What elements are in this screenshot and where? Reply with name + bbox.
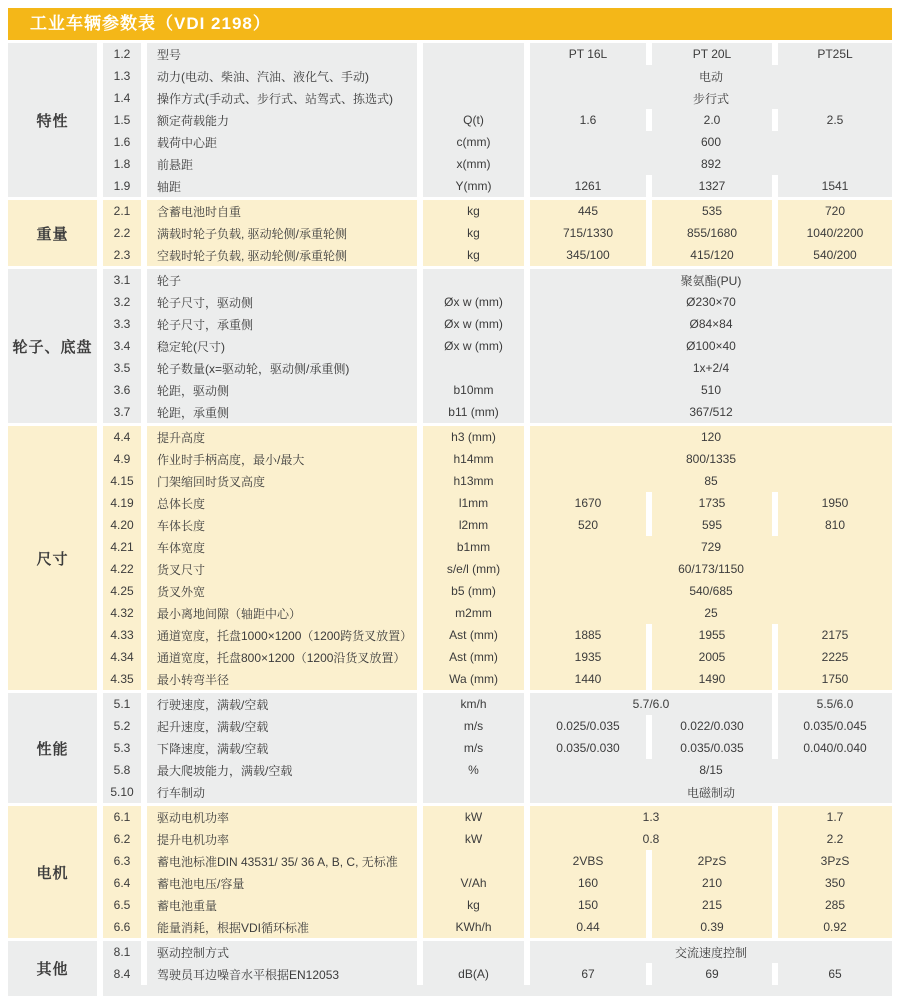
section-label: 电机: [8, 806, 97, 938]
row-description: 最大爬坡能力，满载/空载: [147, 759, 417, 781]
table-row: [8, 109, 892, 131]
row-value: 2175: [778, 624, 892, 646]
row-description: 提升电机功率: [147, 828, 417, 850]
table-row: [8, 963, 892, 985]
table-row: [8, 941, 892, 963]
row-value: 67: [530, 963, 646, 985]
row-unit: kg: [423, 244, 524, 266]
row-description: 作业时手柄高度，最小/最大: [147, 448, 417, 470]
row-unit: h14mm: [423, 448, 524, 470]
row-value: 0.025/0.035: [530, 715, 646, 737]
table-row: [8, 872, 892, 894]
row-value: 2.5: [778, 109, 892, 131]
row-value: 1670: [530, 492, 646, 514]
row-value: 69: [652, 963, 772, 985]
row-value: 2.0: [652, 109, 772, 131]
row-description: 蓄电池重量: [147, 894, 417, 916]
row-description: 满载时轮子负载, 驱动轮侧/承重轮侧: [147, 222, 417, 244]
table-row: [8, 624, 892, 646]
row-number: 6.2: [103, 828, 141, 850]
spec-section: [2, 806, 898, 938]
row-value: 595: [652, 514, 772, 536]
row-number: 1.6: [103, 131, 141, 153]
row-unit: [423, 357, 524, 379]
row-description: 轮子数量(x=驱动轮，驱动侧/承重侧): [147, 357, 417, 379]
row-description: 行驶速度，满载/空载: [147, 693, 417, 715]
row-value: 1950: [778, 492, 892, 514]
row-value: 1261: [530, 175, 646, 197]
row-unit: [423, 65, 524, 87]
row-value: 1327: [652, 175, 772, 197]
row-unit: kg: [423, 200, 524, 222]
row-unit: s/e/l (mm): [423, 558, 524, 580]
row-unit: Ast (mm): [423, 624, 524, 646]
row-unit: [423, 850, 524, 872]
row-description: 蓄电池电压/容量: [147, 872, 417, 894]
table-row: [8, 602, 892, 624]
row-value: 1935: [530, 646, 646, 668]
row-unit: kW: [423, 828, 524, 850]
row-number: 4.9: [103, 448, 141, 470]
spec-section: [2, 43, 898, 197]
row-unit: Q(t): [423, 109, 524, 131]
table-row: [8, 492, 892, 514]
row-value: 600: [530, 131, 892, 153]
row-value: Ø230×70: [530, 291, 892, 313]
row-number: 2.3: [103, 244, 141, 266]
row-value: 285: [778, 894, 892, 916]
row-value: 2.2: [778, 828, 892, 850]
row-value: 0.39: [652, 916, 772, 938]
row-description: 动力(电动、柴油、汽油、液化气、手动): [147, 65, 417, 87]
row-value: 0.022/0.030: [652, 715, 772, 737]
row-value: 520: [530, 514, 646, 536]
row-unit: m/s: [423, 737, 524, 759]
row-description: 最小转弯半径: [147, 668, 417, 690]
row-number: 3.4: [103, 335, 141, 357]
row-value: 0.035/0.030: [530, 737, 646, 759]
row-unit: Y(mm): [423, 175, 524, 197]
row-value: 步行式: [530, 87, 892, 109]
row-description: 驾驶员耳边噪音水平根据EN12053: [147, 963, 417, 985]
spec-section: [2, 269, 898, 423]
row-description: 额定荷载能力: [147, 109, 417, 131]
table-row: [8, 558, 892, 580]
row-value: PT 20L: [652, 43, 772, 65]
table-row: [8, 401, 892, 423]
row-description: 通道宽度，托盘800×1200（1200沿货叉放置）: [147, 646, 417, 668]
table-row: [8, 131, 892, 153]
row-value: 0.035/0.045: [778, 715, 892, 737]
row-value: 160: [530, 872, 646, 894]
row-value: 电磁制动: [530, 781, 892, 803]
row-description: 载荷中心距: [147, 131, 417, 153]
table-row: [8, 759, 892, 781]
row-description: 门架缩回时货叉高度: [147, 470, 417, 492]
section-label: 轮子、底盘: [8, 269, 97, 423]
table-row: [8, 291, 892, 313]
table-row: [8, 715, 892, 737]
row-unit: kg: [423, 894, 524, 916]
table-row: [8, 806, 892, 828]
row-unit: m2mm: [423, 602, 524, 624]
row-number: 4.4: [103, 426, 141, 448]
row-number: 3.5: [103, 357, 141, 379]
row-unit: km/h: [423, 693, 524, 715]
row-unit: [423, 43, 524, 65]
row-number: 1.2: [103, 43, 141, 65]
table-row: [8, 985, 892, 996]
row-number: 4.20: [103, 514, 141, 536]
row-value: 535: [652, 200, 772, 222]
row-value: 120: [530, 426, 892, 448]
row-description: 含蓄电池时自重: [147, 200, 417, 222]
table-row: [8, 379, 892, 401]
row-description: 最小离地间隙（轴距中心）: [147, 602, 417, 624]
row-unit: kW: [423, 806, 524, 828]
row-unit: h13mm: [423, 470, 524, 492]
row-value: 0.040/0.040: [778, 737, 892, 759]
row-value: 聚氨酯(PU): [530, 269, 892, 291]
row-description: 前悬距: [147, 153, 417, 175]
row-number: 4.34: [103, 646, 141, 668]
row-description: 提升高度: [147, 426, 417, 448]
row-unit: V/Ah: [423, 872, 524, 894]
row-description: 车体宽度: [147, 536, 417, 558]
row-number: 3.7: [103, 401, 141, 423]
row-unit: dB(A): [423, 963, 524, 985]
page-title: 工业车辆参数表（VDI 2198）: [8, 8, 892, 40]
row-value: 2225: [778, 646, 892, 668]
row-number: 6.4: [103, 872, 141, 894]
row-unit: kg: [423, 222, 524, 244]
row-number: 4.21: [103, 536, 141, 558]
row-value: 1885: [530, 624, 646, 646]
row-description: 轴距: [147, 175, 417, 197]
row-description: 轮距，承重侧: [147, 401, 417, 423]
row-value: 85: [530, 470, 892, 492]
row-unit: h3 (mm): [423, 426, 524, 448]
row-description: 行车制动: [147, 781, 417, 803]
row-value: Ø84×84: [530, 313, 892, 335]
row-value: 715/1330: [530, 222, 646, 244]
row-unit: Wa (mm): [423, 668, 524, 690]
row-value: 350: [778, 872, 892, 894]
row-value: 5.7/6.0: [530, 693, 772, 715]
row-number: 2.1: [103, 200, 141, 222]
row-description: 空载时轮子负载, 驱动轮侧/承重轮侧: [147, 244, 417, 266]
row-description: 驱动电机功率: [147, 806, 417, 828]
row-value: 1490: [652, 668, 772, 690]
row-description: 轮子尺寸，驱动侧: [147, 291, 417, 313]
row-description: 通道宽度，托盘1000×1200（1200跨货叉放置）: [147, 624, 417, 646]
row-value: 1735: [652, 492, 772, 514]
row-value: 60/173/1150: [530, 558, 892, 580]
row-value: 2005: [652, 646, 772, 668]
row-number: 3.1: [103, 269, 141, 291]
row-unit: Øx w (mm): [423, 291, 524, 313]
table-row: [8, 850, 892, 872]
row-number: 6.6: [103, 916, 141, 938]
row-description: 货叉尺寸: [147, 558, 417, 580]
row-value: 510: [530, 379, 892, 401]
row-value: 215: [652, 894, 772, 916]
row-number: 8.1: [103, 941, 141, 963]
row-unit: b5 (mm): [423, 580, 524, 602]
row-value: PT 16L: [530, 43, 646, 65]
row-value: 1541: [778, 175, 892, 197]
row-unit: [423, 781, 524, 803]
section-label: 重量: [8, 200, 97, 266]
row-value: 855/1680: [652, 222, 772, 244]
section-label: 性能: [8, 693, 97, 803]
table-row: [8, 536, 892, 558]
section-label: 其他: [8, 941, 97, 996]
row-unit: [423, 87, 524, 109]
row-value: 720: [778, 200, 892, 222]
row-description: 操作方式(手动式、步行式、站驾式、拣选式): [147, 87, 417, 109]
row-description: 货叉外宽: [147, 580, 417, 602]
row-unit: Øx w (mm): [423, 313, 524, 335]
row-number: 1.3: [103, 65, 141, 87]
table-row: [8, 244, 892, 266]
row-number: 4.25: [103, 580, 141, 602]
table-row: [8, 781, 892, 803]
row-unit: l1mm: [423, 492, 524, 514]
row-value: 1955: [652, 624, 772, 646]
row-description: 蓄电池标准DIN 43531/ 35/ 36 A, B, C, 无标准: [147, 850, 417, 872]
row-unit: m/s: [423, 715, 524, 737]
row-value: 210: [652, 872, 772, 894]
row-value: 445: [530, 200, 646, 222]
row-number: 4.32: [103, 602, 141, 624]
spec-section: [2, 693, 898, 803]
row-number: 5.2: [103, 715, 141, 737]
row-value: PT25L: [778, 43, 892, 65]
row-unit: [423, 269, 524, 291]
row-number: 6.3: [103, 850, 141, 872]
row-value: 25: [530, 602, 892, 624]
row-value: 1.7: [778, 806, 892, 828]
table-row: [8, 269, 892, 291]
table-row: [8, 894, 892, 916]
row-number: 2.2: [103, 222, 141, 244]
row-description: 总体长度: [147, 492, 417, 514]
section-label: 尺寸: [8, 426, 97, 690]
row-value: 1040/2200: [778, 222, 892, 244]
row-value: 5.5/6.0: [778, 693, 892, 715]
row-description: 车体长度: [147, 514, 417, 536]
row-unit: b11 (mm): [423, 401, 524, 423]
row-number: 4.35: [103, 668, 141, 690]
row-description: 轮子: [147, 269, 417, 291]
row-value: 540/685: [530, 580, 892, 602]
row-number: 6.5: [103, 894, 141, 916]
row-value: 0.8: [530, 828, 772, 850]
row-value: 540/200: [778, 244, 892, 266]
row-number: 1.8: [103, 153, 141, 175]
row-value: 8/15: [530, 759, 892, 781]
section-padding: [103, 985, 892, 996]
row-value: 0.92: [778, 916, 892, 938]
row-number: 3.6: [103, 379, 141, 401]
row-description: 稳定轮(尺寸): [147, 335, 417, 357]
row-description: 轮距，驱动侧: [147, 379, 417, 401]
row-number: 5.3: [103, 737, 141, 759]
table-row: [8, 65, 892, 87]
row-number: 1.4: [103, 87, 141, 109]
row-value: 2VBS: [530, 850, 646, 872]
spec-section: [2, 200, 898, 266]
table-row: [8, 335, 892, 357]
row-unit: b10mm: [423, 379, 524, 401]
row-unit: KWh/h: [423, 916, 524, 938]
row-description: 起升速度，满载/空载: [147, 715, 417, 737]
row-number: 3.2: [103, 291, 141, 313]
row-value: Ø100×40: [530, 335, 892, 357]
row-unit: b1mm: [423, 536, 524, 558]
row-number: 4.15: [103, 470, 141, 492]
table-row: [8, 668, 892, 690]
row-number: 1.9: [103, 175, 141, 197]
row-unit: Ast (mm): [423, 646, 524, 668]
table-row: [8, 175, 892, 197]
row-number: 8.4: [103, 963, 141, 985]
table-row: [8, 222, 892, 244]
row-number: 5.1: [103, 693, 141, 715]
spec-table: [8, 43, 892, 996]
row-unit: [423, 941, 524, 963]
table-row: [8, 87, 892, 109]
row-value: 150: [530, 894, 646, 916]
table-row: [8, 646, 892, 668]
row-unit: c(mm): [423, 131, 524, 153]
row-number: 4.22: [103, 558, 141, 580]
row-value: 3PzS: [778, 850, 892, 872]
row-number: 1.5: [103, 109, 141, 131]
row-unit: l2mm: [423, 514, 524, 536]
row-value: 1440: [530, 668, 646, 690]
row-value: 810: [778, 514, 892, 536]
table-row: [8, 470, 892, 492]
table-row: [8, 153, 892, 175]
row-value: 1750: [778, 668, 892, 690]
row-value: 1x+2/4: [530, 357, 892, 379]
spec-section: [2, 941, 898, 996]
table-row: [8, 514, 892, 536]
row-number: 5.8: [103, 759, 141, 781]
row-value: 345/100: [530, 244, 646, 266]
row-value: 交流速度控制: [530, 941, 892, 963]
row-value: 电动: [530, 65, 892, 87]
row-description: 下降速度，满载/空载: [147, 737, 417, 759]
row-number: 3.3: [103, 313, 141, 335]
table-row: [8, 200, 892, 222]
table-row: [8, 828, 892, 850]
row-number: 6.1: [103, 806, 141, 828]
row-value: 892: [530, 153, 892, 175]
row-description: 轮子尺寸，承重侧: [147, 313, 417, 335]
row-unit: x(mm): [423, 153, 524, 175]
table-row: [8, 357, 892, 379]
row-value: 1.6: [530, 109, 646, 131]
row-value: 1.3: [530, 806, 772, 828]
row-value: 65: [778, 963, 892, 985]
table-row: [8, 313, 892, 335]
table-row: [8, 737, 892, 759]
row-number: 5.10: [103, 781, 141, 803]
row-value: 729: [530, 536, 892, 558]
row-number: 4.33: [103, 624, 141, 646]
table-row: [8, 693, 892, 715]
table-row: [8, 448, 892, 470]
row-value: 367/512: [530, 401, 892, 423]
section-label: 特性: [8, 43, 97, 197]
row-unit: %: [423, 759, 524, 781]
row-description: 能量消耗，根据VDI循环标准: [147, 916, 417, 938]
row-description: 型号: [147, 43, 417, 65]
table-row: [8, 916, 892, 938]
row-value: 800/1335: [530, 448, 892, 470]
row-description: 驱动控制方式: [147, 941, 417, 963]
row-number: 4.19: [103, 492, 141, 514]
row-value: 415/120: [652, 244, 772, 266]
row-value: 0.035/0.035: [652, 737, 772, 759]
spec-section: [2, 426, 898, 690]
row-value: 0.44: [530, 916, 646, 938]
table-row: [8, 580, 892, 602]
row-value: 2PzS: [652, 850, 772, 872]
row-unit: Øx w (mm): [423, 335, 524, 357]
table-row: [8, 426, 892, 448]
table-row: [8, 43, 892, 65]
